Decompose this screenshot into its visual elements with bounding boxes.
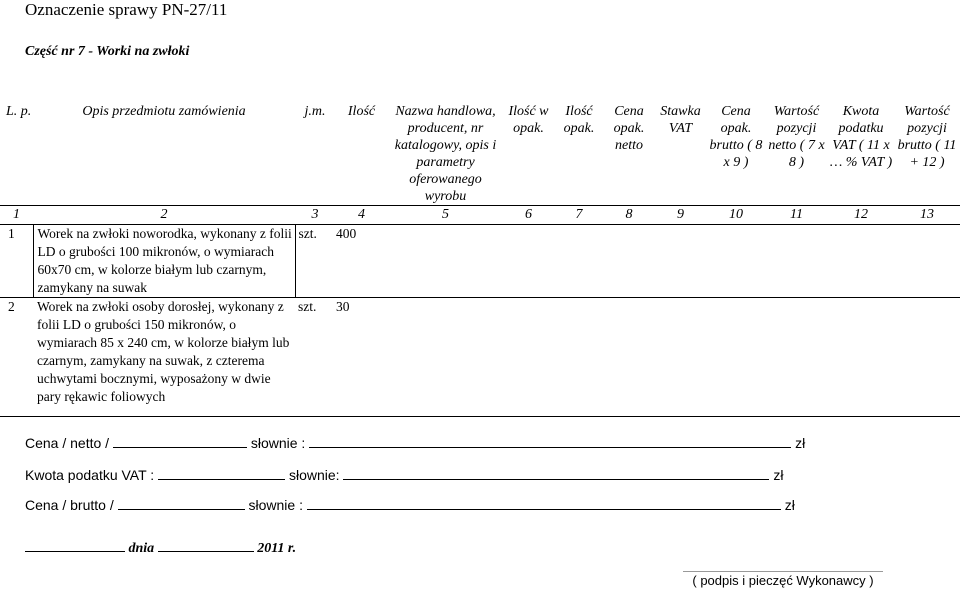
table-row (0, 298, 960, 417)
section-subtitle: Część nr 7 - Worki na zwłoki (25, 44, 190, 59)
column-number: 9 (654, 206, 707, 225)
column-number: 4 (335, 206, 388, 225)
header-cell: Ilość w opak. (508, 104, 549, 136)
row-unit: szt. (295, 298, 335, 417)
row-lp: 1 (8, 226, 15, 241)
row-net-price[interactable] (604, 225, 654, 298)
row-trade-name[interactable] (388, 298, 503, 417)
row-description: Worek na zwłoki noworodka, wykonany z folii LD o grubości 100 mikronów, o wymiarach 60x70 cm, w kolorze białym lub czarnym, zamykany na suwak (33, 225, 295, 298)
vat-words-field[interactable] (343, 479, 769, 480)
row-qty-in-pack[interactable] (503, 298, 554, 417)
gross-words-field[interactable] (307, 509, 781, 510)
row-lp: 2 (0, 298, 33, 417)
column-number: 13 (894, 206, 960, 225)
header-cell: Nazwa handlowa, producent, nr katalogowy, opis i parametry oferowanego wyrobu (394, 104, 497, 204)
row-quantity: 400 (336, 226, 357, 241)
row-net-price[interactable] (604, 298, 654, 417)
row-gross-price[interactable] (707, 225, 765, 298)
summary-gross-line (25, 497, 795, 513)
summary-net-line (25, 435, 805, 451)
row-vat-amount[interactable] (828, 298, 894, 417)
header-cell: Ilość opak. (563, 104, 595, 136)
summary-net-zl: zł (795, 435, 806, 451)
signature-caption: ( podpis i pieczęć Wykonawcy ) (683, 571, 883, 588)
header-cell: Cena opak. netto (613, 104, 645, 153)
table-header-row (0, 103, 960, 206)
date-label: dnia (128, 541, 155, 556)
column-number: 2 (33, 206, 295, 225)
summary-gross-label: Cena / brutto / (25, 497, 114, 513)
net-words-field[interactable] (309, 447, 791, 448)
row-trade-name[interactable] (388, 225, 503, 298)
column-number-row (0, 206, 960, 225)
column-number: 1 (0, 206, 33, 225)
table-row (0, 225, 960, 298)
date-place-field[interactable] (25, 551, 125, 552)
column-number: 11 (765, 206, 828, 225)
header-cell: Ilość (347, 104, 376, 119)
date-line (25, 541, 296, 557)
header-cell: Wartość pozycji netto ( 7 x 8 ) (768, 104, 825, 170)
header-cell: L. p. (6, 104, 32, 119)
column-number: 12 (828, 206, 894, 225)
header-cell: Opis przedmiotu zamówienia (82, 104, 246, 119)
header-cell: Stawka VAT (660, 104, 701, 136)
row-gross-value[interactable] (894, 225, 960, 298)
page-title: Oznaczenie sprawy PN-27/11 (25, 0, 228, 19)
row-pack-count[interactable] (554, 225, 604, 298)
summary-vat-label: Kwota podatku VAT : (25, 467, 155, 483)
row-quantity: 30 (335, 298, 388, 417)
row-vat-rate[interactable] (654, 298, 707, 417)
column-number: 5 (388, 206, 503, 225)
row-gross-price[interactable] (707, 298, 765, 417)
summary-vat-line (25, 467, 783, 483)
column-number: 8 (604, 206, 654, 225)
net-amount-field[interactable] (113, 447, 247, 448)
row-unit: szt. (295, 225, 335, 298)
header-cell: j.m. (304, 104, 326, 119)
row-vat-amount[interactable] (828, 225, 894, 298)
vat-amount-field[interactable] (158, 479, 285, 480)
summary-net-slownie: słownie : (250, 435, 306, 451)
row-vat-rate[interactable] (654, 225, 707, 298)
column-number: 7 (554, 206, 604, 225)
summary-vat-slownie: słownie: (288, 467, 340, 483)
column-number: 3 (295, 206, 335, 225)
row-description: Worek na zwłoki osoby dorosłej, wykonany z folii LD o grubości 150 mikronów, o wymiarach 85 x 240 cm, w kolorze białym lub czarnym, zamykany na suwak, z czterema uchwytami bocznymi, wyposażony w dwie pary rękawic foliowych (33, 298, 295, 417)
gross-amount-field[interactable] (118, 509, 245, 510)
summary-vat-zl: zł (773, 467, 784, 483)
row-gross-value[interactable] (894, 298, 960, 417)
row-qty-in-pack[interactable] (503, 225, 554, 298)
column-number: 10 (707, 206, 765, 225)
row-pack-count[interactable] (554, 298, 604, 417)
row-net-value[interactable] (765, 225, 828, 298)
summary-gross-slownie: słownie : (248, 497, 303, 513)
date-year: 2011 r. (257, 541, 297, 556)
summary-net-label: Cena / netto / (25, 435, 110, 451)
header-cell: Wartość pozycji brutto ( 11 + 12 ) (897, 104, 957, 170)
summary-gross-zl: zł (784, 497, 795, 513)
column-number: 6 (503, 206, 554, 225)
row-net-value[interactable] (765, 298, 828, 417)
header-cell: Cena opak. brutto ( 8 x 9 ) (709, 104, 763, 170)
offer-table (0, 103, 960, 417)
date-day-field[interactable] (158, 551, 254, 552)
header-cell: Kwota podatku VAT ( 11 x … % VAT ) (829, 104, 893, 170)
